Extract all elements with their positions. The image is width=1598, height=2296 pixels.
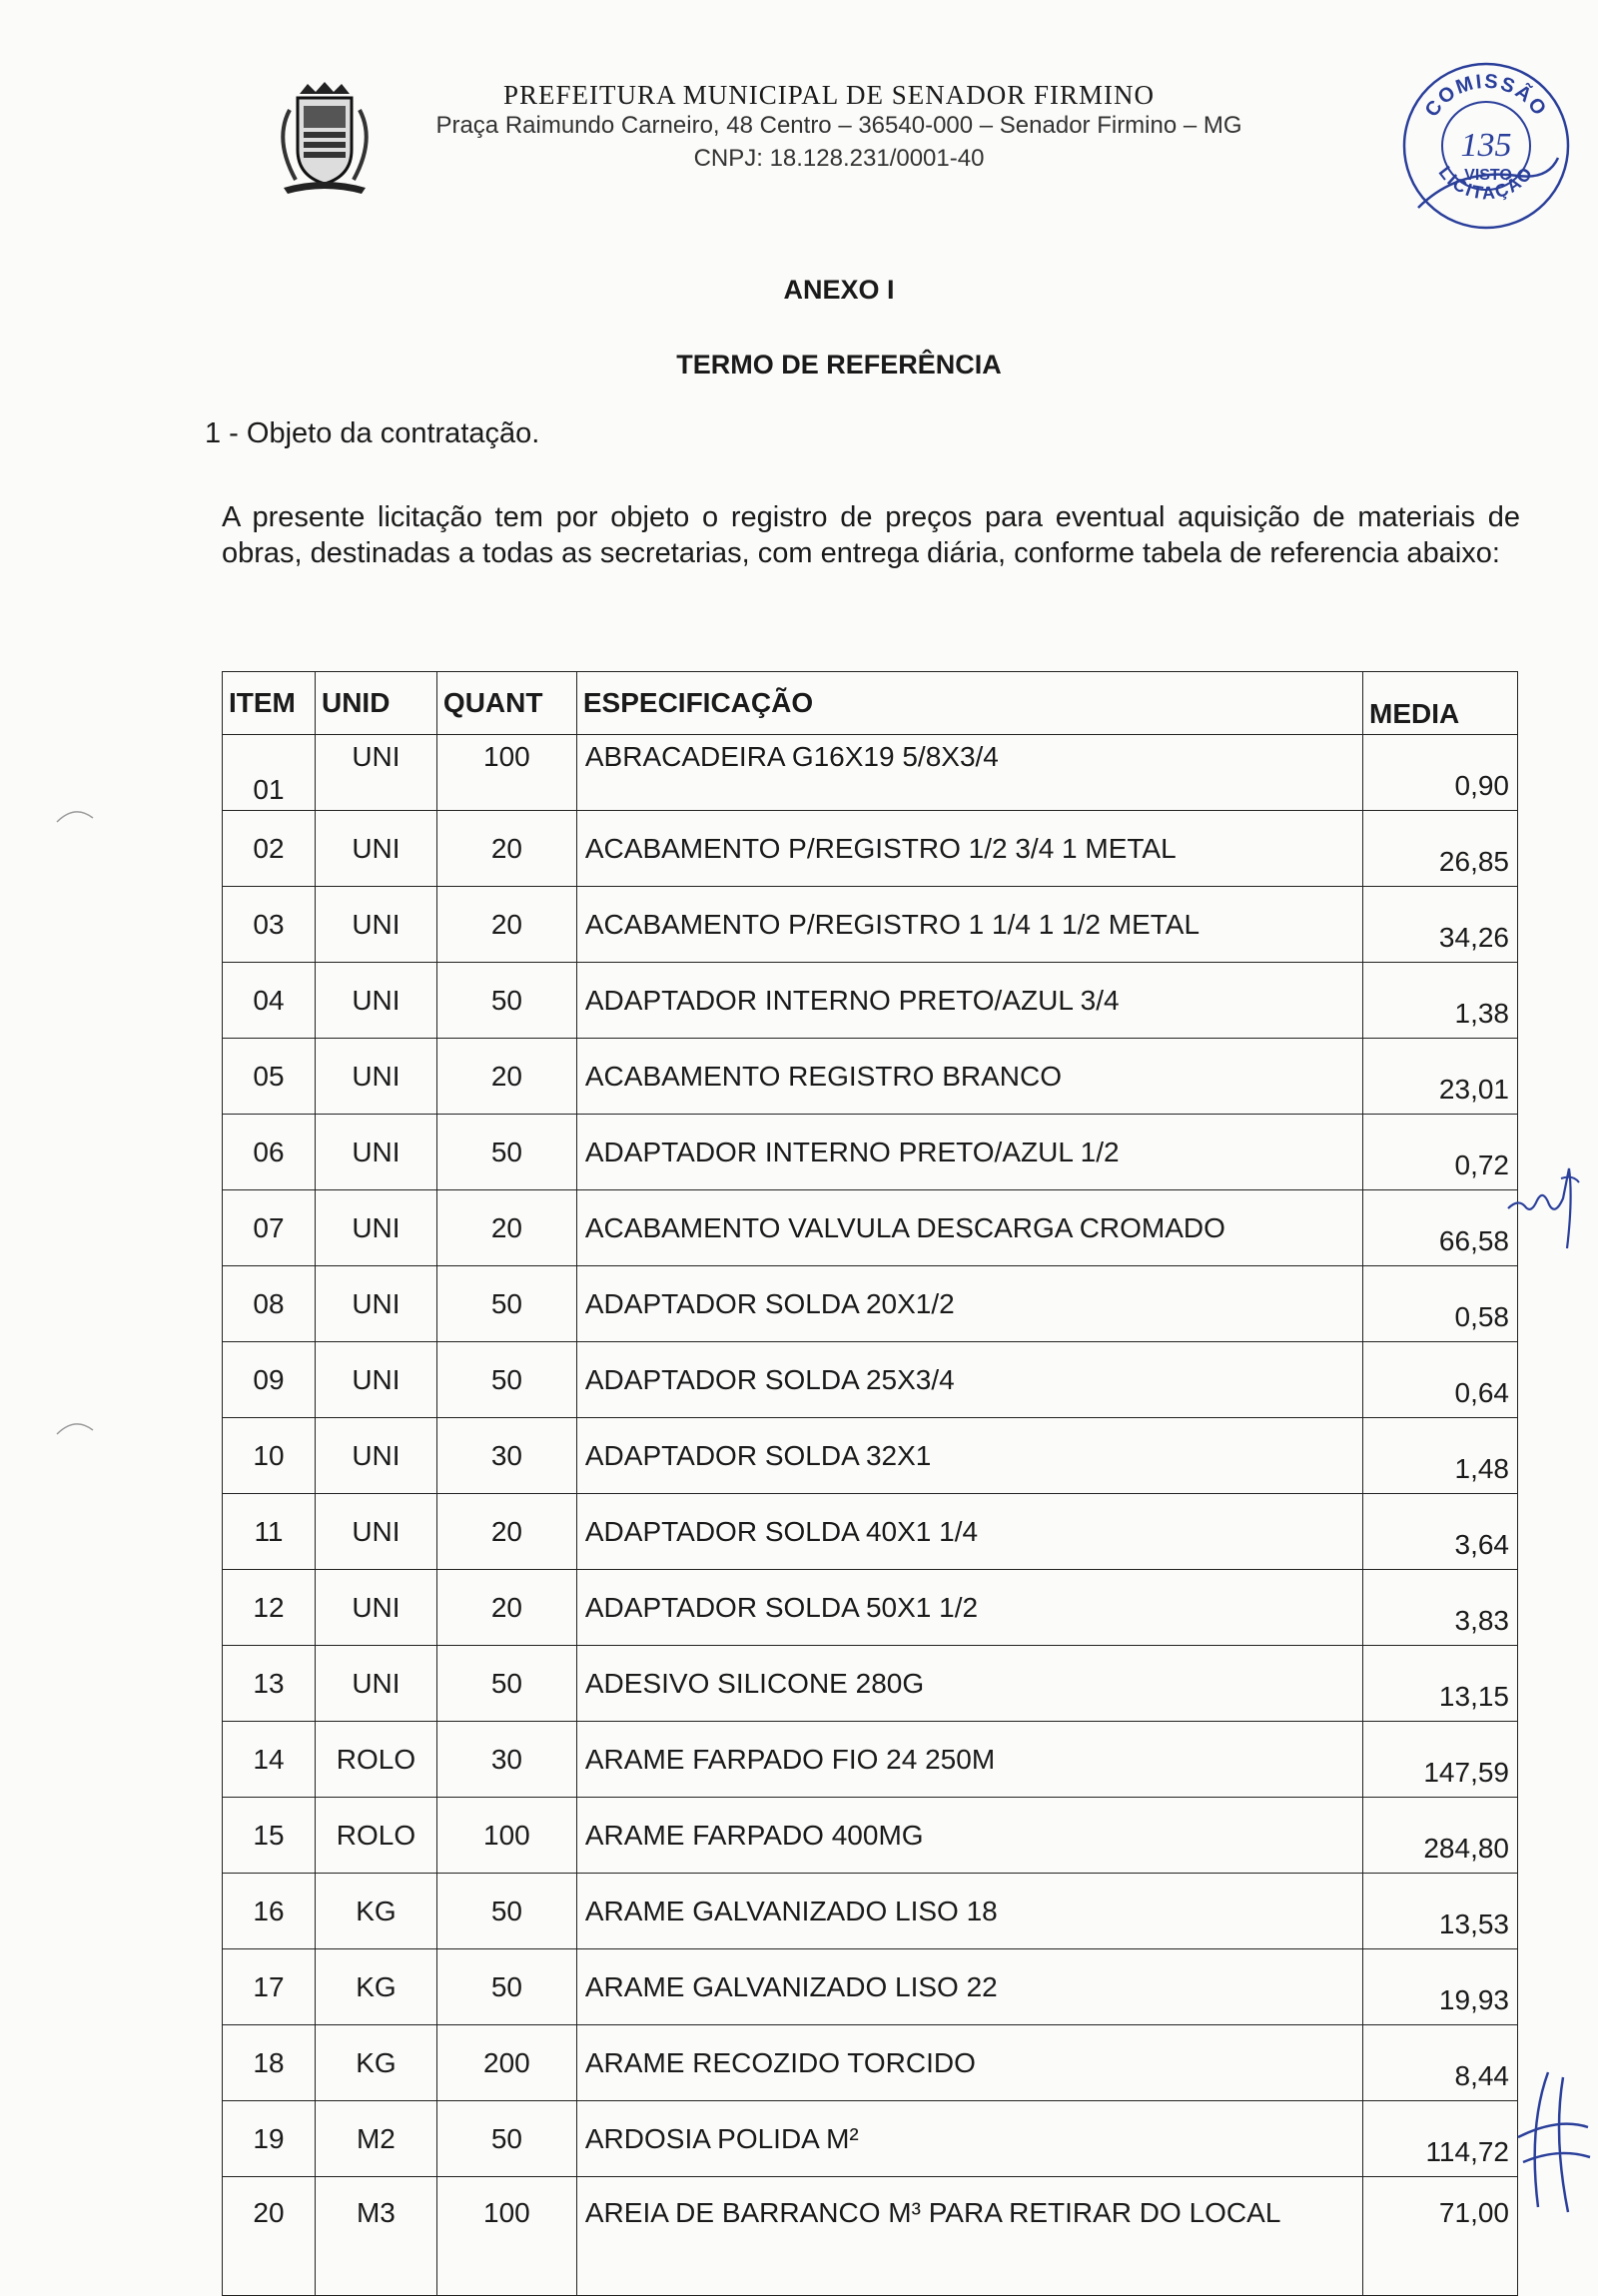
header-especificacao: ESPECIFICAÇÃO — [576, 672, 1362, 735]
cell-media: 3,83 — [1363, 1570, 1518, 1646]
cell-item: 01 — [223, 735, 316, 811]
margin-signature-icon — [1503, 1139, 1583, 1258]
cell-media: 13,53 — [1363, 1874, 1518, 1949]
cell-spec: ADAPTADOR SOLDA 20X1/2 — [576, 1266, 1362, 1342]
cell-spec: ABRACADEIRA G16X19 5/8X3/4 — [576, 735, 1362, 811]
cell-media: 0,72 — [1363, 1115, 1518, 1190]
cell-media: 19,93 — [1363, 1949, 1518, 2025]
cell-spec: ARAME GALVANIZADO LISO 22 — [576, 1949, 1362, 2025]
cell-media: 0,64 — [1363, 1342, 1518, 1418]
cell-unid: KG — [315, 1949, 436, 2025]
table-row — [223, 1798, 1518, 1874]
cell-unid: KG — [315, 1874, 436, 1949]
cell-unid: UNI — [315, 1494, 436, 1570]
cell-item: 09 — [223, 1342, 316, 1418]
cell-spec: ACABAMENTO VALVULA DESCARGA CROMADO — [576, 1190, 1362, 1266]
cell-spec: ACABAMENTO REGISTRO BRANCO — [576, 1039, 1362, 1115]
cell-media: 66,58 — [1363, 1190, 1518, 1266]
cell-spec: ADAPTADOR SOLDA 25X3/4 — [576, 1342, 1362, 1418]
cell-spec: ADAPTADOR SOLDA 40X1 1/4 — [576, 1494, 1362, 1570]
table-row — [223, 735, 1518, 811]
cell-spec: ADESIVO SILICONE 280G — [576, 1646, 1362, 1722]
cell-item: 14 — [223, 1722, 316, 1798]
cell-spec: ADAPTADOR INTERNO PRETO/AZUL 1/2 — [576, 1115, 1362, 1190]
table-row — [223, 811, 1518, 887]
table-row — [223, 1874, 1518, 1949]
cell-quant: 50 — [436, 1949, 576, 2025]
cell-quant: 20 — [436, 1494, 576, 1570]
cell-item: 08 — [223, 1266, 316, 1342]
cell-quant: 50 — [436, 1266, 576, 1342]
cell-unid: UNI — [315, 1342, 436, 1418]
cell-media: 284,80 — [1363, 1798, 1518, 1874]
table-row — [223, 1342, 1518, 1418]
cell-item: 13 — [223, 1646, 316, 1722]
cell-spec: ADAPTADOR SOLDA 50X1 1/2 — [576, 1570, 1362, 1646]
cell-unid: UNI — [315, 1266, 436, 1342]
cell-unid: ROLO — [315, 1722, 436, 1798]
cell-item: 16 — [223, 1874, 316, 1949]
cell-item: 15 — [223, 1798, 316, 1874]
table-row — [223, 2177, 1518, 2296]
cell-quant: 100 — [436, 1798, 576, 1874]
cell-item: 06 — [223, 1115, 316, 1190]
cell-quant: 30 — [436, 1722, 576, 1798]
cell-quant: 50 — [436, 1342, 576, 1418]
cell-media: 71,00 — [1363, 2177, 1518, 2296]
stamp-visto: VISTO — [1464, 167, 1512, 184]
cell-media: 114,72 — [1363, 2101, 1518, 2177]
cell-unid: UNI — [315, 1190, 436, 1266]
table-row — [223, 1949, 1518, 2025]
cell-unid: UNI — [315, 1115, 436, 1190]
table-row — [223, 1190, 1518, 1266]
cell-item: 11 — [223, 1494, 316, 1570]
cell-spec: AREIA DE BARRANCO M³ PARA RETIRAR DO LOCAL — [576, 2177, 1362, 2296]
cell-item: 19 — [223, 2101, 316, 2177]
table-header-row — [223, 672, 1518, 735]
municipality-address: Praça Raimundo Carneiro, 48 Centro – 36540-000 – Senador Firmino – MG — [435, 112, 1242, 139]
cell-unid: UNI — [315, 1418, 436, 1494]
cell-unid: M2 — [315, 2101, 436, 2177]
cell-item: 12 — [223, 1570, 316, 1646]
cell-quant: 50 — [436, 963, 576, 1039]
table-row — [223, 2101, 1518, 2177]
cell-spec: ADAPTADOR INTERNO PRETO/AZUL 3/4 — [576, 963, 1362, 1039]
stamp-number: 135 — [1460, 127, 1512, 164]
table-row — [223, 1266, 1518, 1342]
cell-media: 0,90 — [1363, 735, 1518, 811]
municipality-title: PREFEITURA MUNICIPAL DE SENADOR FIRMINO — [502, 80, 1156, 110]
cell-spec: ACABAMENTO P/REGISTRO 1/2 3/4 1 METAL — [576, 811, 1362, 887]
table-row — [223, 2025, 1518, 2101]
object-paragraph: A presente licitação tem por objeto o registro de preços para eventual aquisição de materiais de obras, destinadas a todas as secretarias, com entrega diária, conforme tabela de referencia abaixo: — [222, 501, 1520, 569]
cell-quant: 30 — [436, 1418, 576, 1494]
header-media: MEDIA — [1363, 672, 1518, 735]
cell-media: 34,26 — [1363, 887, 1518, 963]
cell-spec: ACABAMENTO P/REGISTRO 1 1/4 1 1/2 METAL — [576, 887, 1362, 963]
municipality-cnpj: CNPJ: 18.128.231/0001-40 — [693, 145, 985, 172]
commission-stamp — [1398, 58, 1573, 233]
table-row — [223, 1418, 1518, 1494]
cell-media: 0,58 — [1363, 1266, 1518, 1342]
cell-quant: 50 — [436, 1115, 576, 1190]
cell-item: 07 — [223, 1190, 316, 1266]
cell-quant: 50 — [436, 2101, 576, 2177]
cell-media: 23,01 — [1363, 1039, 1518, 1115]
cell-quant: 20 — [436, 1570, 576, 1646]
initials-signature-icon — [1508, 2067, 1593, 2217]
cell-quant: 20 — [436, 1190, 576, 1266]
cell-spec: ARAME FARPADO 400MG — [576, 1798, 1362, 1874]
cell-item: 20 — [223, 2177, 316, 2296]
cell-unid: UNI — [315, 887, 436, 963]
cell-unid: UNI — [315, 811, 436, 887]
header-item: ITEM — [223, 672, 316, 735]
cell-item: 04 — [223, 963, 316, 1039]
cell-quant: 200 — [436, 2025, 576, 2101]
table-row — [223, 1039, 1518, 1115]
cell-unid: UNI — [315, 735, 436, 811]
section-heading: 1 - Objeto da contratação. — [205, 417, 540, 449]
table-row — [223, 1570, 1518, 1646]
cell-media: 1,48 — [1363, 1418, 1518, 1494]
header-quant: QUANT — [436, 672, 576, 735]
cell-unid: UNI — [315, 1039, 436, 1115]
cell-quant: 20 — [436, 887, 576, 963]
cell-unid: ROLO — [315, 1798, 436, 1874]
cell-item: 02 — [223, 811, 316, 887]
cell-media: 147,59 — [1363, 1722, 1518, 1798]
cell-spec: ARAME GALVANIZADO LISO 18 — [576, 1874, 1362, 1949]
cell-spec: ARAME FARPADO FIO 24 250M — [576, 1722, 1362, 1798]
stamp-top-text: COMISSÃO — [1420, 70, 1552, 122]
binder-hole-mark-icon — [55, 804, 95, 824]
cell-quant: 20 — [436, 1039, 576, 1115]
table-row — [223, 1646, 1518, 1722]
cell-quant: 50 — [436, 1646, 576, 1722]
cell-quant: 100 — [436, 2177, 576, 2296]
cell-spec: ARDOSIA POLIDA M² — [576, 2101, 1362, 2177]
cell-media: 13,15 — [1363, 1646, 1518, 1722]
cell-media: 1,38 — [1363, 963, 1518, 1039]
cell-item: 05 — [223, 1039, 316, 1115]
annex-title: ANEXO I — [783, 275, 895, 305]
cell-spec: ARAME RECOZIDO TORCIDO — [576, 2025, 1362, 2101]
cell-item: 18 — [223, 2025, 316, 2101]
cell-unid: UNI — [315, 1570, 436, 1646]
table-row — [223, 1494, 1518, 1570]
cell-media: 3,64 — [1363, 1494, 1518, 1570]
cell-quant: 50 — [436, 1874, 576, 1949]
cell-item: 03 — [223, 887, 316, 963]
table-row — [223, 1722, 1518, 1798]
header-unid: UNID — [315, 672, 436, 735]
cell-unid: KG — [315, 2025, 436, 2101]
table-row — [223, 887, 1518, 963]
cell-quant: 100 — [436, 735, 576, 811]
cell-media: 8,44 — [1363, 2025, 1518, 2101]
cell-media: 26,85 — [1363, 811, 1518, 887]
table-row — [223, 963, 1518, 1039]
stamp-bottom-text: LICITAÇÃO — [1434, 162, 1538, 204]
reference-table — [222, 671, 1518, 2296]
cell-unid: M3 — [315, 2177, 436, 2296]
cell-item: 17 — [223, 1949, 316, 2025]
cell-unid: UNI — [315, 963, 436, 1039]
reference-term-title: TERMO DE REFERÊNCIA — [676, 350, 1002, 380]
cell-unid: UNI — [315, 1646, 436, 1722]
cell-quant: 20 — [436, 811, 576, 887]
cell-spec: ADAPTADOR SOLDA 32X1 — [576, 1418, 1362, 1494]
binder-hole-mark-icon — [55, 1416, 95, 1436]
cell-item: 10 — [223, 1418, 316, 1494]
table-row — [223, 1115, 1518, 1190]
